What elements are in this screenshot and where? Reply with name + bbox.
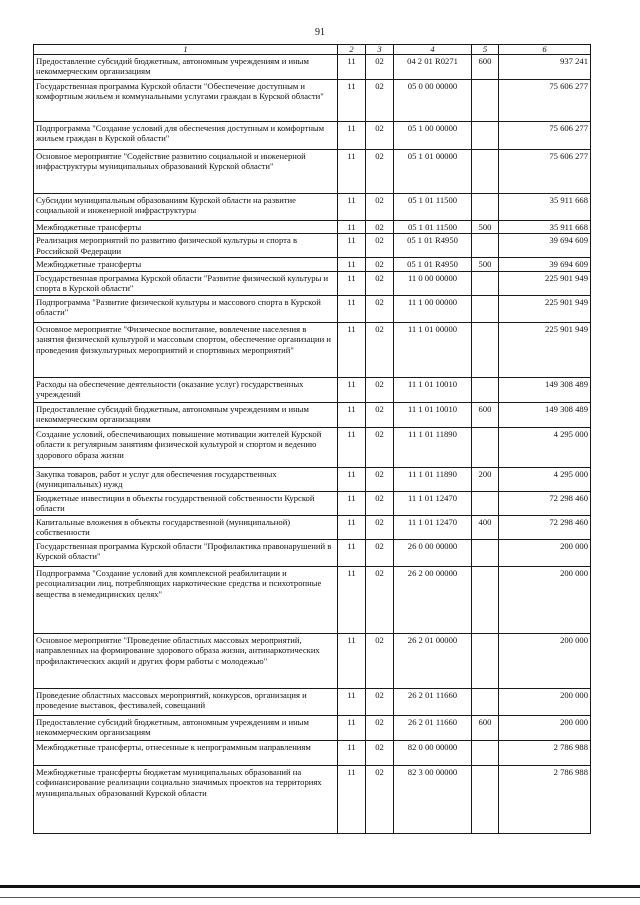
row-section: 11 <box>338 55 366 80</box>
row-section: 11 <box>338 688 366 715</box>
row-subsection: 02 <box>366 122 394 150</box>
row-section: 11 <box>338 402 366 427</box>
table-row <box>34 491 591 515</box>
row-amount: 149 308 489 <box>499 402 591 427</box>
table-row <box>34 515 591 539</box>
row-expense-type: 600 <box>472 715 499 740</box>
row-subsection: 02 <box>366 740 394 765</box>
row-amount: 39 694 609 <box>499 234 591 258</box>
row-target-code: 05 1 01 11500 <box>394 221 472 234</box>
row-target-code: 82 0 00 00000 <box>394 740 472 765</box>
header-col-6: 6 <box>499 45 591 55</box>
row-name: Субсидии муниципальным образованиям Курской области на развитие социальной и инженерной инфраструктуры <box>34 194 338 221</box>
table-row <box>34 740 591 765</box>
row-name: Государственная программа Курской области "Обеспечение доступным и комфортным жильем и коммунальными услугами граждан в Курской области" <box>34 80 338 122</box>
row-target-code: 05 1 01 00000 <box>394 150 472 194</box>
table-row <box>34 377 591 402</box>
header-row <box>34 45 591 55</box>
row-subsection: 02 <box>366 633 394 688</box>
row-name: Основное мероприятие "Содействие развитию социальной и инженерной инфраструктуры муниципальных образований Курской области" <box>34 150 338 194</box>
row-target-code: 04 2 01 R0271 <box>394 55 472 80</box>
row-amount: 72 298 460 <box>499 515 591 539</box>
row-expense-type <box>472 234 499 258</box>
header-col-4: 4 <box>394 45 472 55</box>
row-amount: 937 241 <box>499 55 591 80</box>
row-target-code: 26 0 00 00000 <box>394 539 472 566</box>
row-name: Основное мероприятие "Проведение областных массовых мероприятий, направленных на формирование здорового образа жизни, антинаркотических профилактических акций и других форм работы с молодежью" <box>34 633 338 688</box>
row-name: Капитальные вложения в объекты государственной (муниципальной) собственности <box>34 515 338 539</box>
table-row <box>34 322 591 377</box>
row-amount: 200 000 <box>499 539 591 566</box>
row-name: Предоставление субсидий бюджетным, автономным учреждениям и иным некоммерческим организациям <box>34 402 338 427</box>
row-name: Межбюджетные трансферты, отнесенные к непрограммным направлениям <box>34 740 338 765</box>
row-expense-type <box>472 491 499 515</box>
table-row <box>34 122 591 150</box>
row-expense-type <box>472 194 499 221</box>
row-expense-type <box>472 566 499 633</box>
table-row <box>34 427 591 467</box>
row-target-code: 11 1 01 12470 <box>394 515 472 539</box>
row-amount: 225 901 949 <box>499 295 591 322</box>
row-target-code: 26 2 01 11660 <box>394 688 472 715</box>
row-subsection: 02 <box>366 515 394 539</box>
table-row <box>34 55 591 80</box>
header-col-3: 3 <box>366 45 394 55</box>
budget-table <box>33 44 591 834</box>
row-subsection: 02 <box>366 491 394 515</box>
row-amount: 2 786 988 <box>499 740 591 765</box>
row-expense-type: 600 <box>472 55 499 80</box>
table-row <box>34 715 591 740</box>
row-amount: 149 308 489 <box>499 377 591 402</box>
row-expense-type <box>472 377 499 402</box>
table-row <box>34 271 591 295</box>
row-name: Межбюджетные трансферты <box>34 221 338 234</box>
row-expense-type <box>472 633 499 688</box>
row-name: Основное мероприятие "Физическое воспитание, вовлечение населения в занятия физической культурой и массовым спортом, обеспечение организации и проведения физкультурных мероприятий и спортивных мероприятий" <box>34 322 338 377</box>
row-expense-type <box>472 740 499 765</box>
row-subsection: 02 <box>366 427 394 467</box>
row-section: 11 <box>338 491 366 515</box>
row-target-code: 05 1 01 R4950 <box>394 258 472 271</box>
row-amount: 200 000 <box>499 566 591 633</box>
row-expense-type <box>472 80 499 122</box>
row-subsection: 02 <box>366 221 394 234</box>
page-bottom-rule-thin <box>0 897 640 898</box>
row-expense-type: 500 <box>472 258 499 271</box>
row-section: 11 <box>338 467 366 491</box>
row-amount: 4 295 000 <box>499 427 591 467</box>
row-target-code: 11 0 00 00000 <box>394 271 472 295</box>
table-row <box>34 80 591 122</box>
table-row <box>34 221 591 234</box>
row-subsection: 02 <box>366 322 394 377</box>
row-target-code: 26 2 01 11660 <box>394 715 472 740</box>
table-row <box>34 295 591 322</box>
row-expense-type: 400 <box>472 515 499 539</box>
row-subsection: 02 <box>366 377 394 402</box>
row-subsection: 02 <box>366 539 394 566</box>
row-section: 11 <box>338 515 366 539</box>
row-target-code: 05 1 00 00000 <box>394 122 472 150</box>
row-amount: 72 298 460 <box>499 491 591 515</box>
row-expense-type <box>472 539 499 566</box>
row-section: 11 <box>338 122 366 150</box>
header-col-2: 2 <box>338 45 366 55</box>
table-row <box>34 402 591 427</box>
row-expense-type <box>472 122 499 150</box>
row-name: Государственная программа Курской области "Профилактика правонарушений в Курской области" <box>34 539 338 566</box>
row-amount: 225 901 949 <box>499 271 591 295</box>
row-section: 11 <box>338 539 366 566</box>
row-subsection: 02 <box>366 402 394 427</box>
row-section: 11 <box>338 295 366 322</box>
row-subsection: 02 <box>366 194 394 221</box>
row-name: Предоставление субсидий бюджетным, автономным учреждениям и иным некоммерческим организациям <box>34 715 338 740</box>
row-name: Государственная программа Курской области "Развитие физической культуры и спорта в Курской области" <box>34 271 338 295</box>
row-target-code: 05 0 00 00000 <box>394 80 472 122</box>
page-number: 91 <box>315 27 325 38</box>
row-section: 11 <box>338 150 366 194</box>
row-subsection: 02 <box>366 258 394 271</box>
row-section: 11 <box>338 566 366 633</box>
row-name: Создание условий, обеспечивающих повышение мотивации жителей Курской области к регулярным занятиям физической культурой и спортом и ведению здорового образа жизни <box>34 427 338 467</box>
row-subsection: 02 <box>366 150 394 194</box>
table-row <box>34 539 591 566</box>
row-name: Расходы на обеспечение деятельности (оказание услуг) государственных учреждений <box>34 377 338 402</box>
row-amount: 200 000 <box>499 715 591 740</box>
row-section: 11 <box>338 427 366 467</box>
table-row <box>34 150 591 194</box>
row-section: 11 <box>338 633 366 688</box>
row-name: Реализация мероприятий по развитию физической культуры и спорта в Российской Федерации <box>34 234 338 258</box>
row-target-code: 11 1 00 00000 <box>394 295 472 322</box>
row-subsection: 02 <box>366 765 394 833</box>
header-col-5: 5 <box>472 45 499 55</box>
table-row <box>34 688 591 715</box>
row-expense-type <box>472 427 499 467</box>
row-section: 11 <box>338 271 366 295</box>
row-expense-type: 600 <box>472 402 499 427</box>
row-expense-type <box>472 688 499 715</box>
row-subsection: 02 <box>366 55 394 80</box>
row-amount: 200 000 <box>499 633 591 688</box>
row-name: Подпрограмма "Развитие физической культуры и массового спорта в Курской области" <box>34 295 338 322</box>
row-section: 11 <box>338 80 366 122</box>
row-expense-type <box>472 765 499 833</box>
row-subsection: 02 <box>366 234 394 258</box>
row-expense-type <box>472 322 499 377</box>
row-name: Подпрограмма "Создание условий для комплексной реабилитации и ресоциализации лиц, потребляющих наркотические средства и психотропные вещества в немедицинских целях" <box>34 566 338 633</box>
row-amount: 2 786 988 <box>499 765 591 833</box>
table-row <box>34 566 591 633</box>
row-section: 11 <box>338 377 366 402</box>
row-target-code: 05 1 01 11500 <box>394 194 472 221</box>
row-amount: 35 911 668 <box>499 221 591 234</box>
row-target-code: 11 1 01 00000 <box>394 322 472 377</box>
table-row <box>34 194 591 221</box>
row-section: 11 <box>338 715 366 740</box>
row-section: 11 <box>338 221 366 234</box>
table-row <box>34 765 591 833</box>
row-name: Межбюджетные трансферты <box>34 258 338 271</box>
header-col-1: 1 <box>34 45 338 55</box>
row-target-code: 26 2 00 00000 <box>394 566 472 633</box>
table-row <box>34 234 591 258</box>
row-amount: 200 000 <box>499 688 591 715</box>
row-expense-type: 200 <box>472 467 499 491</box>
row-name: Закупка товаров, работ и услуг для обеспечения государственных (муниципальных) нужд <box>34 467 338 491</box>
row-name: Межбюджетные трансферты бюджетам муниципальных образований на софинансирование реализации социально значимых проектов на территориях муниципальных образований Курской области <box>34 765 338 833</box>
row-target-code: 26 2 01 00000 <box>394 633 472 688</box>
row-subsection: 02 <box>366 80 394 122</box>
row-name: Предоставление субсидий бюджетным, автономным учреждениям и иным некоммерческим организациям <box>34 55 338 80</box>
row-expense-type: 500 <box>472 221 499 234</box>
row-expense-type <box>472 150 499 194</box>
row-name: Подпрограмма "Создание условий для обеспечения доступным и комфортным жильем граждан в Курской области" <box>34 122 338 150</box>
row-expense-type <box>472 295 499 322</box>
row-target-code: 11 1 01 12470 <box>394 491 472 515</box>
page-bottom-rule <box>0 885 640 888</box>
row-amount: 39 694 609 <box>499 258 591 271</box>
row-name: Бюджетные инвестиции в объекты государственной собственности Курской области <box>34 491 338 515</box>
row-amount: 35 911 668 <box>499 194 591 221</box>
table-row <box>34 467 591 491</box>
row-amount: 75 606 277 <box>499 80 591 122</box>
row-section: 11 <box>338 322 366 377</box>
row-target-code: 11 1 01 10010 <box>394 377 472 402</box>
row-section: 11 <box>338 194 366 221</box>
table-row <box>34 258 591 271</box>
row-section: 11 <box>338 740 366 765</box>
row-amount: 4 295 000 <box>499 467 591 491</box>
row-subsection: 02 <box>366 688 394 715</box>
row-subsection: 02 <box>366 467 394 491</box>
row-section: 11 <box>338 234 366 258</box>
row-subsection: 02 <box>366 271 394 295</box>
table-row <box>34 633 591 688</box>
row-subsection: 02 <box>366 715 394 740</box>
row-subsection: 02 <box>366 295 394 322</box>
row-amount: 75 606 277 <box>499 122 591 150</box>
row-target-code: 11 1 01 10010 <box>394 402 472 427</box>
row-amount: 75 606 277 <box>499 150 591 194</box>
row-target-code: 05 1 01 R4950 <box>394 234 472 258</box>
row-section: 11 <box>338 258 366 271</box>
row-expense-type <box>472 271 499 295</box>
row-section: 11 <box>338 765 366 833</box>
row-name: Проведение областных массовых мероприятий, конкурсов, организация и проведение выставок, фестивалей, совещаний <box>34 688 338 715</box>
row-target-code: 11 1 01 11890 <box>394 467 472 491</box>
row-amount: 225 901 949 <box>499 322 591 377</box>
row-target-code: 11 1 01 11890 <box>394 427 472 467</box>
row-target-code: 82 3 00 00000 <box>394 765 472 833</box>
row-subsection: 02 <box>366 566 394 633</box>
